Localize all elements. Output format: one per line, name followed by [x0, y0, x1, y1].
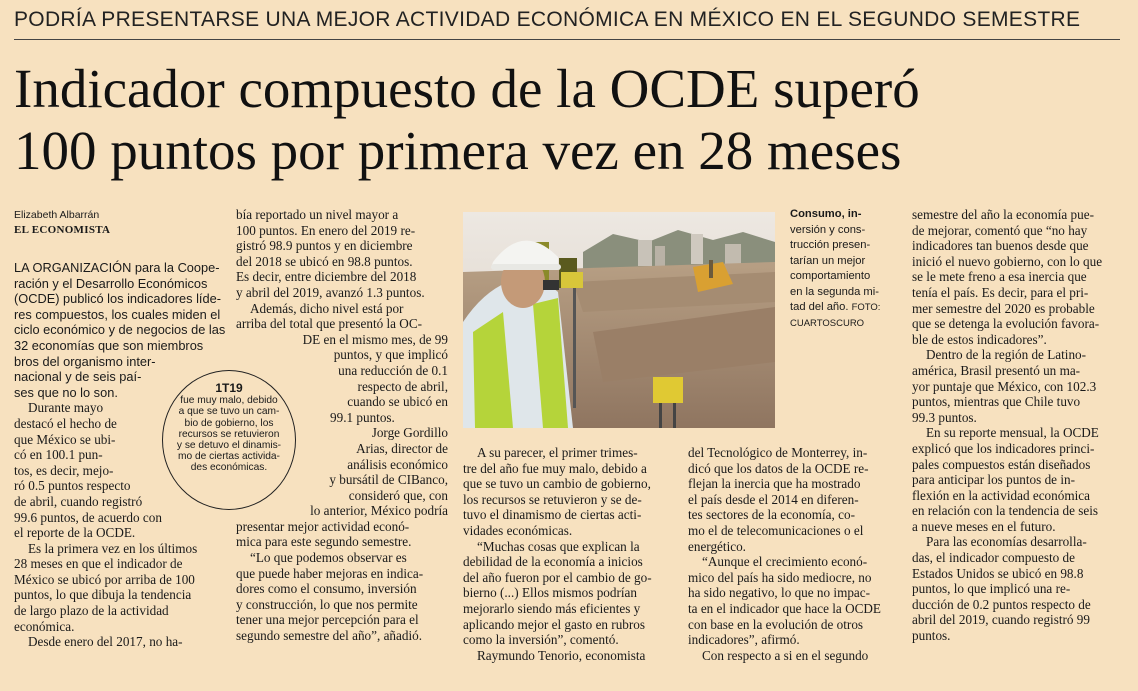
- text-line: tener una mejor percepción para el: [236, 612, 419, 628]
- callout-line: bio de gobierno, los: [184, 417, 274, 429]
- caption-line: Consumo, in-: [790, 208, 862, 220]
- text-line: nacional y de seis paí-: [14, 369, 142, 385]
- text-line: energético.: [688, 538, 746, 554]
- text-line: económica.: [14, 618, 75, 634]
- text-line: 28 meses en que el indicador de: [14, 556, 183, 572]
- text-line: con base en la evolución de otros: [688, 616, 864, 632]
- text-line: ciclo económico y de negocios de las: [14, 322, 226, 338]
- text-line: puntos, lo que dibuja la tendencia: [14, 587, 192, 603]
- callout-line: fue muy malo, debido: [180, 395, 278, 407]
- text-line: En su reporte mensual, la OCDE: [926, 425, 1099, 441]
- text-line: de largo plazo de la actividad: [14, 603, 169, 619]
- text-line: debilidad de la economía a inicios: [463, 554, 643, 570]
- text-line: en relación con la tendencia de seis: [912, 503, 1099, 519]
- text-line: Dentro de la región de Latino-: [926, 347, 1087, 363]
- construction-worker-photo: [463, 212, 775, 428]
- text-line: américa, Brasil presentó un ma-: [912, 362, 1081, 378]
- text-line: “Aunque el crecimiento econó-: [702, 554, 868, 570]
- text-line: das, el indicador compuesto de: [912, 550, 1075, 566]
- text-line: puntos.: [912, 628, 951, 644]
- text-line: ses que no lo son.: [14, 384, 118, 400]
- text-line: México se ubicó por arriba de 100: [14, 571, 195, 587]
- text-line: Raymundo Tenorio, economista: [477, 647, 646, 663]
- caption-line: comportamiento: [790, 270, 871, 282]
- caption-line: versión y cons-: [790, 223, 866, 236]
- text-line: bros del organismo inter-: [14, 353, 156, 369]
- text-line: indicadores tan buenos desde que: [912, 238, 1089, 254]
- text-line: del Tecnológico de Monterrey, in-: [688, 445, 868, 460]
- text-line: presentar mejor actividad econó-: [236, 518, 410, 534]
- text-line: aplicando mejor el gasto en rubros: [463, 616, 646, 632]
- text-line: Además, dicho nivel está por: [250, 300, 404, 316]
- text-line: 99.3 puntos.: [912, 409, 977, 425]
- text-line: 32 economías que son miembros: [14, 337, 204, 353]
- callout-line: des económicas.: [190, 462, 268, 474]
- text-line: vidades económicas.: [463, 522, 573, 538]
- text-line: ró 0.5 puntos respecto: [14, 478, 131, 494]
- text-line: Durante mayo: [28, 400, 104, 416]
- text-line: tre del año fue muy malo, debido a: [463, 460, 647, 476]
- headline-line-2: 100 puntos por primera vez en 28 meses: [14, 120, 902, 181]
- text-line: destacó el hecho de: [14, 415, 117, 431]
- text-line: indicadores”, afirmó.: [688, 632, 800, 648]
- text-line: el reporte de la OCDE.: [14, 525, 136, 541]
- text-line: bía reportado un nivel mayor a: [236, 207, 399, 222]
- text-line: gistró 98.9 puntos y en diciembre: [236, 238, 413, 254]
- photo-illustration: [463, 212, 775, 428]
- text-line: del 2018 se ubicó en 98.8 puntos.: [236, 253, 413, 269]
- text-line: que México se ubi-: [14, 431, 116, 447]
- text-line: puntos, mientras que Chile tuvo: [912, 394, 1081, 410]
- column-4: [688, 445, 896, 663]
- photo-credit-source: CUARTOSCURO: [790, 317, 865, 329]
- text-line: tuvo el dinamismo de ciertas acti-: [463, 507, 642, 523]
- callout-line: mo de ciertas activida-: [178, 451, 280, 463]
- text-line: y bursátil de CIBanco,: [329, 472, 448, 488]
- caption-line: tad del año. FOTO:: [790, 301, 881, 313]
- text-line: puntos, y que implicó: [333, 347, 448, 363]
- text-line: (OCDE) publicó los indicadores líde-: [14, 291, 221, 307]
- callout-line: y se detuvo el dinamis-: [176, 440, 282, 452]
- text-line: de abril, cuando registró: [14, 493, 143, 509]
- text-line: semestre del año la economía pue-: [912, 207, 1094, 222]
- text-line: el país desde el 2014 en diferen-: [688, 491, 859, 507]
- text-line: ble de estos indicadores”.: [912, 331, 1047, 347]
- text-line: mejorarlo siendo más eficientes y: [463, 600, 641, 616]
- caption-line: tarían un mejor: [790, 254, 866, 267]
- text-line: bierno (...) Ellos mismos podrían: [463, 585, 637, 601]
- text-line: segundo semestre del año”, añadió.: [236, 628, 423, 644]
- author: Elizabeth Albarrán: [14, 209, 100, 221]
- text-line: Es decir, entre diciembre del 2018: [236, 269, 417, 285]
- text-line: que puede haber mejoras en indica-: [236, 565, 424, 581]
- text-line: se le mete freno a esa inercia que: [912, 269, 1087, 285]
- text-line: tes sectores de la economía, co-: [688, 507, 855, 523]
- text-line: flejan la inercia que ha mostrado: [688, 476, 861, 492]
- text-line: pales compuestos están diseñados: [912, 456, 1091, 472]
- text-line: Arias, director de: [356, 440, 448, 456]
- text-line: Estados Unidos se ubicó en 98.8: [912, 565, 1084, 581]
- photo-credit: FOTO:: [851, 302, 881, 313]
- text-line: “Lo que podemos observar es: [250, 550, 407, 566]
- photo-caption: [790, 207, 904, 331]
- callout-line: recursos se retuvieron: [178, 428, 280, 440]
- text-line: que se tuvo un cambio de gobierno,: [463, 476, 651, 492]
- headline-line-1: Indicador compuesto de la OCDE superó: [14, 58, 920, 119]
- text-line: Jorge Gordillo: [371, 425, 448, 441]
- text-line: consideró que, con: [348, 487, 448, 503]
- text-line: de mejorar, comentó que “no hay: [912, 222, 1088, 238]
- text-line: puntos, lo que implicó una re-: [912, 581, 1071, 597]
- text-line: inició el nuevo gobierno, con lo que: [912, 253, 1103, 269]
- text-line: lo anterior, México podría: [310, 503, 448, 519]
- text-line: Desde enero del 2017, no ha-: [28, 634, 183, 650]
- text-line: explicó que los indicadores princi-: [912, 440, 1095, 456]
- divider: [14, 39, 1120, 40]
- text-line: arriba del total que presentó la OC-: [236, 316, 423, 332]
- callout-line: a que se tuvo un cam-: [178, 406, 280, 418]
- text-line: y construcción, lo que nos permite: [236, 596, 418, 612]
- text-line: tos, es decir, mejo-: [14, 462, 114, 478]
- byline: [14, 208, 110, 238]
- headline: [14, 58, 1124, 182]
- column-5: [912, 207, 1124, 644]
- text-line: del año fueron por el cambio de go-: [463, 569, 652, 585]
- text-line: y abril del 2019, avanzó 1.3 puntos.: [236, 284, 425, 300]
- text-line: a nueve meses en el futuro.: [912, 518, 1056, 534]
- text-line: flexión en la actividad económica: [912, 487, 1090, 503]
- pull-quote-callout: [162, 370, 296, 510]
- text-line: tenía el país. Es decir, para el pri-: [912, 284, 1089, 300]
- text-line: LA ORGANIZACIÓN para la Coope-: [14, 260, 220, 275]
- text-line: 100 puntos. En enero del 2019 re-: [236, 222, 416, 238]
- caption-line: trucción presen-: [790, 239, 871, 251]
- text-line: mico del país ha sido mediocre, no: [688, 569, 872, 585]
- text-line: ta en el indicador que hace la OCDE: [688, 600, 881, 616]
- text-line: mo el de telecomunicaciones o el: [688, 522, 864, 538]
- text-line: para anticipar los puntos de in-: [912, 472, 1075, 488]
- text-line: yor puntaje que México, con 102.3: [912, 378, 1097, 394]
- text-line: DE en el mismo mes, de 99: [302, 331, 448, 347]
- text-line: Para las economías desarrolla-: [926, 534, 1087, 550]
- callout-title: 1T19: [215, 381, 243, 395]
- text-line: respecto de abril,: [357, 378, 448, 394]
- text-line: ducción de 0.2 puntos respecto de: [912, 596, 1091, 612]
- text-line: dicó que los datos de la OCDE re-: [688, 460, 869, 476]
- column-3: [463, 445, 673, 663]
- text-line: mer semestre del 2020 es probable: [912, 300, 1095, 316]
- text-line: análisis económico: [347, 456, 448, 472]
- text-line: dores como el consumo, inversión: [236, 581, 417, 597]
- text-line: que se detenga la evolución favora-: [912, 316, 1100, 332]
- caption-line: en la segunda mi-: [790, 285, 879, 298]
- text-line: 99.6 puntos, de acuerdo con: [14, 509, 162, 525]
- text-line: “Muchas cosas que explican la: [477, 538, 640, 554]
- text-line: una reducción de 0.1: [338, 362, 448, 378]
- text-line: como la inversión”, comentó.: [463, 632, 619, 648]
- text-line: 99.1 puntos.: [330, 409, 395, 425]
- text-line: los recursos se retuvieron y se de-: [463, 491, 642, 507]
- text-line: res compuestos, los cuales miden el: [14, 306, 221, 322]
- text-line: mica para este segundo semestre.: [236, 534, 412, 550]
- text-line: ha sido negativo, lo que no impac-: [688, 585, 871, 601]
- text-line: Con respecto a si en el segundo: [702, 647, 869, 663]
- text-line: abril del 2019, cuando registró 99: [912, 612, 1090, 628]
- text-line: cuando se ubicó en: [347, 394, 448, 410]
- publication: EL ECONOMISTA: [14, 224, 111, 236]
- text-line: có en 100.1 pun-: [14, 447, 103, 463]
- text-line: A su parecer, el primer trimes-: [477, 445, 638, 460]
- text-line: ración y el Desarrollo Económicos: [14, 275, 208, 291]
- kicker: PODRÍA PRESENTARSE UNA MEJOR ACTIVIDAD ECONÓMICA EN MÉXICO EN EL SEGUNDO SEMESTRE: [14, 8, 1081, 31]
- text-line: Es la primera vez en los últimos: [28, 540, 198, 556]
